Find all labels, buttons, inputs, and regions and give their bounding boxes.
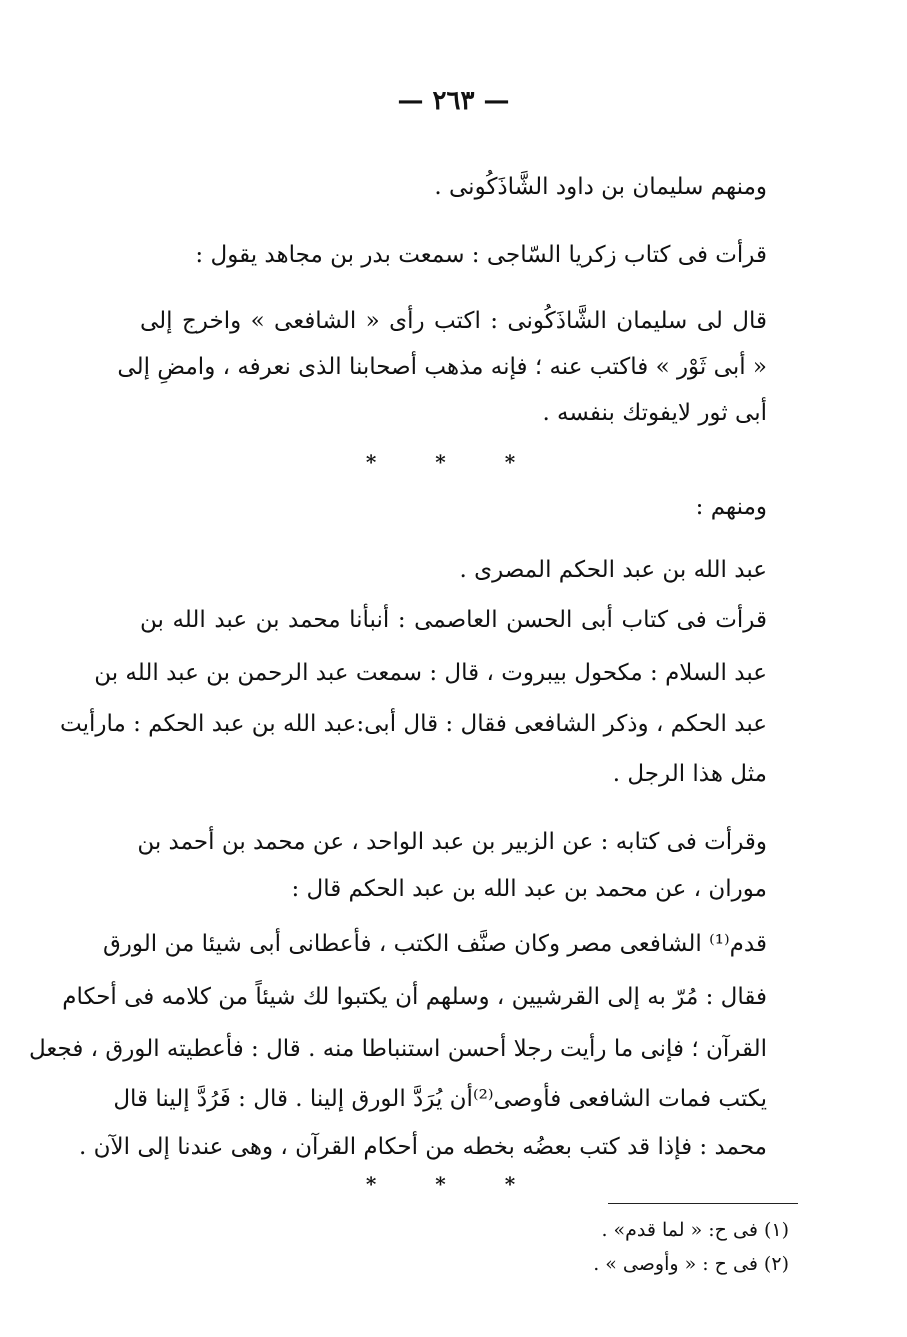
- footnote-2: (٢) فى ح : « وأوصى » .: [593, 1253, 789, 1275]
- paragraph-line: عبد السلام : مكحول بيبروت ، قال : سمعت عبد الرحمن بن عبد الله بن: [94, 660, 767, 686]
- paragraph-line: مثل هذا الرجل .: [612, 761, 767, 787]
- section-heading-sulayman: ومنهم سليمان بن داود الشَّاذَكُونى .: [434, 174, 767, 200]
- paragraph-line: يكتب فمات الشافعى فأوصى⁽²⁾أن يُرَدَّ الورق إلينا . قال : فَرُدَّ إلينا قال: [113, 1086, 767, 1112]
- page-number: — ٢٦٣ —: [397, 86, 510, 116]
- paragraph-line: قال لى سليمان الشَّاذَكُونى : اكتب رأى « الشافعى » واخرج إلى: [140, 308, 767, 334]
- subject-name: عبد الله بن عبد الحكم المصرى .: [459, 557, 767, 583]
- section-divider-stars: * * *: [365, 450, 542, 474]
- paragraph-line: موران ، عن محمد بن عبد الله بن عبد الحكم قال :: [291, 876, 767, 902]
- paragraph-line: قرأت فى كتاب أبى الحسن العاصمى : أنبأنا محمد بن عبد الله بن: [140, 607, 767, 633]
- paragraph-line: قدم⁽¹⁾ الشافعى مصر وكان صنَّف الكتب ، فأعطانى أبى شيئا من الورق: [102, 931, 767, 957]
- paragraph-line: محمد : فإذا قد كتب بعضُه بخطه من أحكام القرآن ، وهى عندنا إلى الآن .: [79, 1134, 767, 1160]
- footnote-rule: [608, 1203, 798, 1204]
- paragraph-line: وقرأت فى كتابه : عن الزبير بن عبد الواحد ، عن محمد بن أحمد بن: [137, 829, 767, 855]
- paragraph-line: القرآن ؛ فإنى ما رأيت رجلا أحسن استنباطا منه . قال : فأعطيته الورق ، فجعل: [28, 1036, 767, 1062]
- paragraph-line: « أبى ثَوْر » فاكتب عنه ؛ فإنه مذهب أصحابنا الذى نعرفه ، وامضِ إلى: [117, 354, 767, 380]
- section-divider-stars: * * *: [365, 1172, 542, 1196]
- section-heading-others: ومنهم :: [695, 494, 767, 520]
- source-line: قرأت فى كتاب زكريا السّاجى : سمعت بدر بن مجاهد يقول :: [195, 242, 767, 268]
- footnote-1: (١) فى ح: « لما قدم» .: [601, 1219, 789, 1241]
- paragraph-line: أبى ثور لايفوتك بنفسه .: [542, 400, 767, 426]
- paragraph-line: فقال : مُرّ به إلى القرشيين ، وسلهم أن يكتبوا لك شيئاً من كلامه فى أحكام: [62, 984, 767, 1010]
- paragraph-line: عبد الحكم ، وذكر الشافعى فقال : قال أبى:عبد الله بن عبد الحكم : مارأيت: [59, 711, 767, 737]
